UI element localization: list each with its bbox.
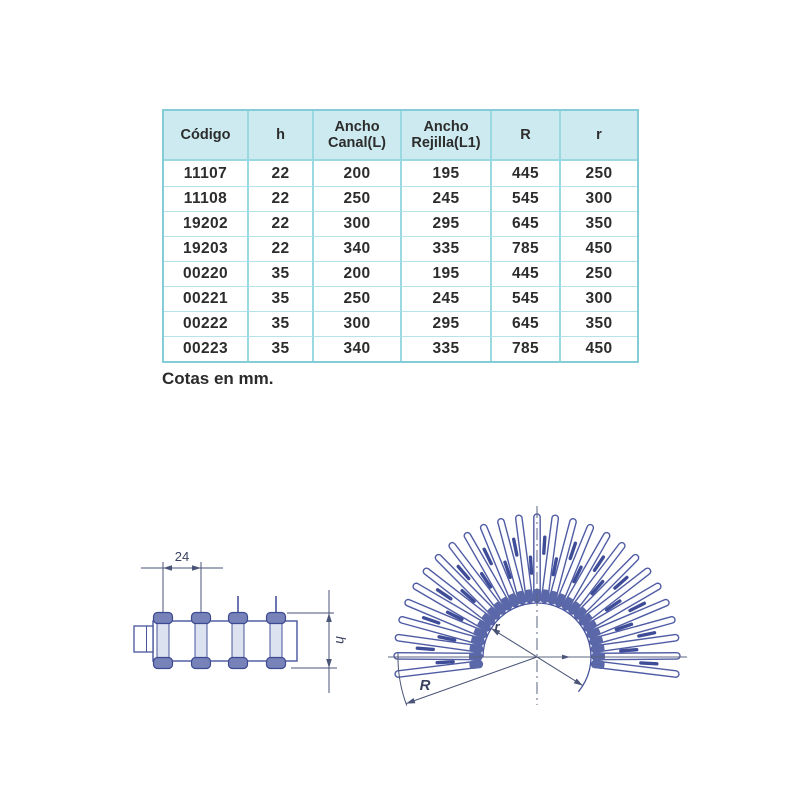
- cross-connector: [514, 539, 517, 555]
- table-cell: 445: [490, 161, 559, 186]
- arrowhead: [406, 698, 415, 704]
- bolt-cap-top: [267, 613, 286, 624]
- table-cell: 195: [400, 161, 490, 186]
- column-header: r: [559, 111, 637, 161]
- table-cell: 445: [490, 261, 559, 286]
- table-cell: 35: [247, 336, 312, 361]
- code-cell: 00220: [164, 261, 247, 286]
- table-cell: 785: [490, 336, 559, 361]
- column-header: Ancho Rejilla(L1): [400, 111, 490, 161]
- bolt-stem: [157, 621, 169, 661]
- table-cell: 300: [312, 211, 400, 236]
- column-header: h: [247, 111, 312, 161]
- cross-connector: [530, 557, 531, 573]
- column-header: Ancho Canal(L): [312, 111, 400, 161]
- arrowhead: [562, 655, 570, 660]
- column-header: R: [490, 111, 559, 161]
- table-cell: 200: [312, 161, 400, 186]
- bolt-cap-bottom: [267, 658, 286, 669]
- spec-table: [162, 109, 639, 363]
- outer-radius-label: R: [419, 677, 431, 694]
- table-cell: 645: [490, 211, 559, 236]
- code-cell: 00222: [164, 311, 247, 336]
- code-cell: 00221: [164, 286, 247, 311]
- table-cell: 245: [400, 186, 490, 211]
- table-cell: 35: [247, 311, 312, 336]
- table-cell: 35: [247, 261, 312, 286]
- table-cell: 545: [490, 286, 559, 311]
- fan-bar: [394, 652, 482, 661]
- code-cell: 11108: [164, 186, 247, 211]
- height-dimension-label: h: [333, 636, 349, 644]
- code-cell: 00223: [164, 336, 247, 361]
- table-cell: 250: [559, 261, 637, 286]
- table-cell: 335: [400, 236, 490, 261]
- bar-inner-cap: [591, 660, 605, 670]
- profile-drawing: [125, 540, 355, 710]
- fan-bar: [592, 652, 680, 661]
- table-cell: 245: [400, 286, 490, 311]
- table-cell: 195: [400, 261, 490, 286]
- arrowhead: [192, 565, 201, 571]
- table-cell: 300: [559, 286, 637, 311]
- units-note: Cotas en mm.: [162, 369, 274, 388]
- arrowhead: [163, 565, 172, 571]
- column-header: Código: [164, 111, 247, 161]
- bolt-cap-bottom: [229, 658, 248, 669]
- bolt-stem: [270, 621, 282, 661]
- cross-connector: [621, 650, 637, 651]
- table-cell: 250: [559, 161, 637, 186]
- bolt-stem: [232, 621, 244, 661]
- table-cell: 22: [247, 161, 312, 186]
- table-cell: 340: [312, 336, 400, 361]
- table-cell: 785: [490, 236, 559, 261]
- table-cell: 300: [559, 186, 637, 211]
- table-cell: 250: [312, 286, 400, 311]
- inner-radius-label: r: [494, 619, 500, 634]
- cross-connector: [437, 662, 453, 663]
- fan-drawing: [385, 500, 690, 715]
- cross-connector: [544, 537, 545, 553]
- arrowhead: [574, 678, 583, 685]
- table-cell: 250: [312, 186, 400, 211]
- code-cell: 11107: [183, 164, 228, 182]
- outer-radius-arc: [398, 653, 407, 705]
- cross-connector: [639, 633, 655, 636]
- bar-inner-cap: [524, 589, 534, 603]
- table-cell: 350: [559, 211, 637, 236]
- table-cell: 350: [559, 311, 637, 336]
- table-cell: 645: [490, 311, 559, 336]
- bar-inner-cap: [469, 660, 483, 670]
- pitch-dimension-label: 24: [174, 549, 190, 564]
- bar-body: [592, 653, 680, 660]
- bolt-cap-bottom: [192, 658, 211, 669]
- cross-connector: [417, 648, 433, 649]
- table-cell: 300: [312, 311, 400, 336]
- table-cell: 295: [400, 211, 490, 236]
- table-cell: 35: [247, 286, 312, 311]
- table-cell: 450: [559, 236, 637, 261]
- bolt-cap-bottom: [154, 658, 173, 669]
- bolt-stem: [195, 621, 207, 661]
- table-cell: 22: [247, 236, 312, 261]
- table-cell: 200: [312, 261, 400, 286]
- table-cell: 450: [559, 336, 637, 361]
- bolt-cap-top: [229, 613, 248, 624]
- bar-body: [394, 653, 482, 660]
- table-cell: 335: [400, 336, 490, 361]
- bolt-cap-top: [154, 613, 173, 624]
- code-cell: 19203: [164, 236, 247, 261]
- fan-bar: [591, 660, 679, 679]
- arrowhead: [326, 659, 332, 668]
- table-cell: 22: [247, 186, 312, 211]
- table-cell: 340: [312, 236, 400, 261]
- arrowhead: [326, 613, 332, 622]
- table-cell: 295: [400, 311, 490, 336]
- code-cell: 19202: [164, 211, 247, 236]
- end-tab: [134, 626, 153, 652]
- cross-connector: [641, 663, 657, 664]
- table-cell: 22: [247, 211, 312, 236]
- bolt-cap-top: [192, 613, 211, 624]
- table-cell: 545: [490, 186, 559, 211]
